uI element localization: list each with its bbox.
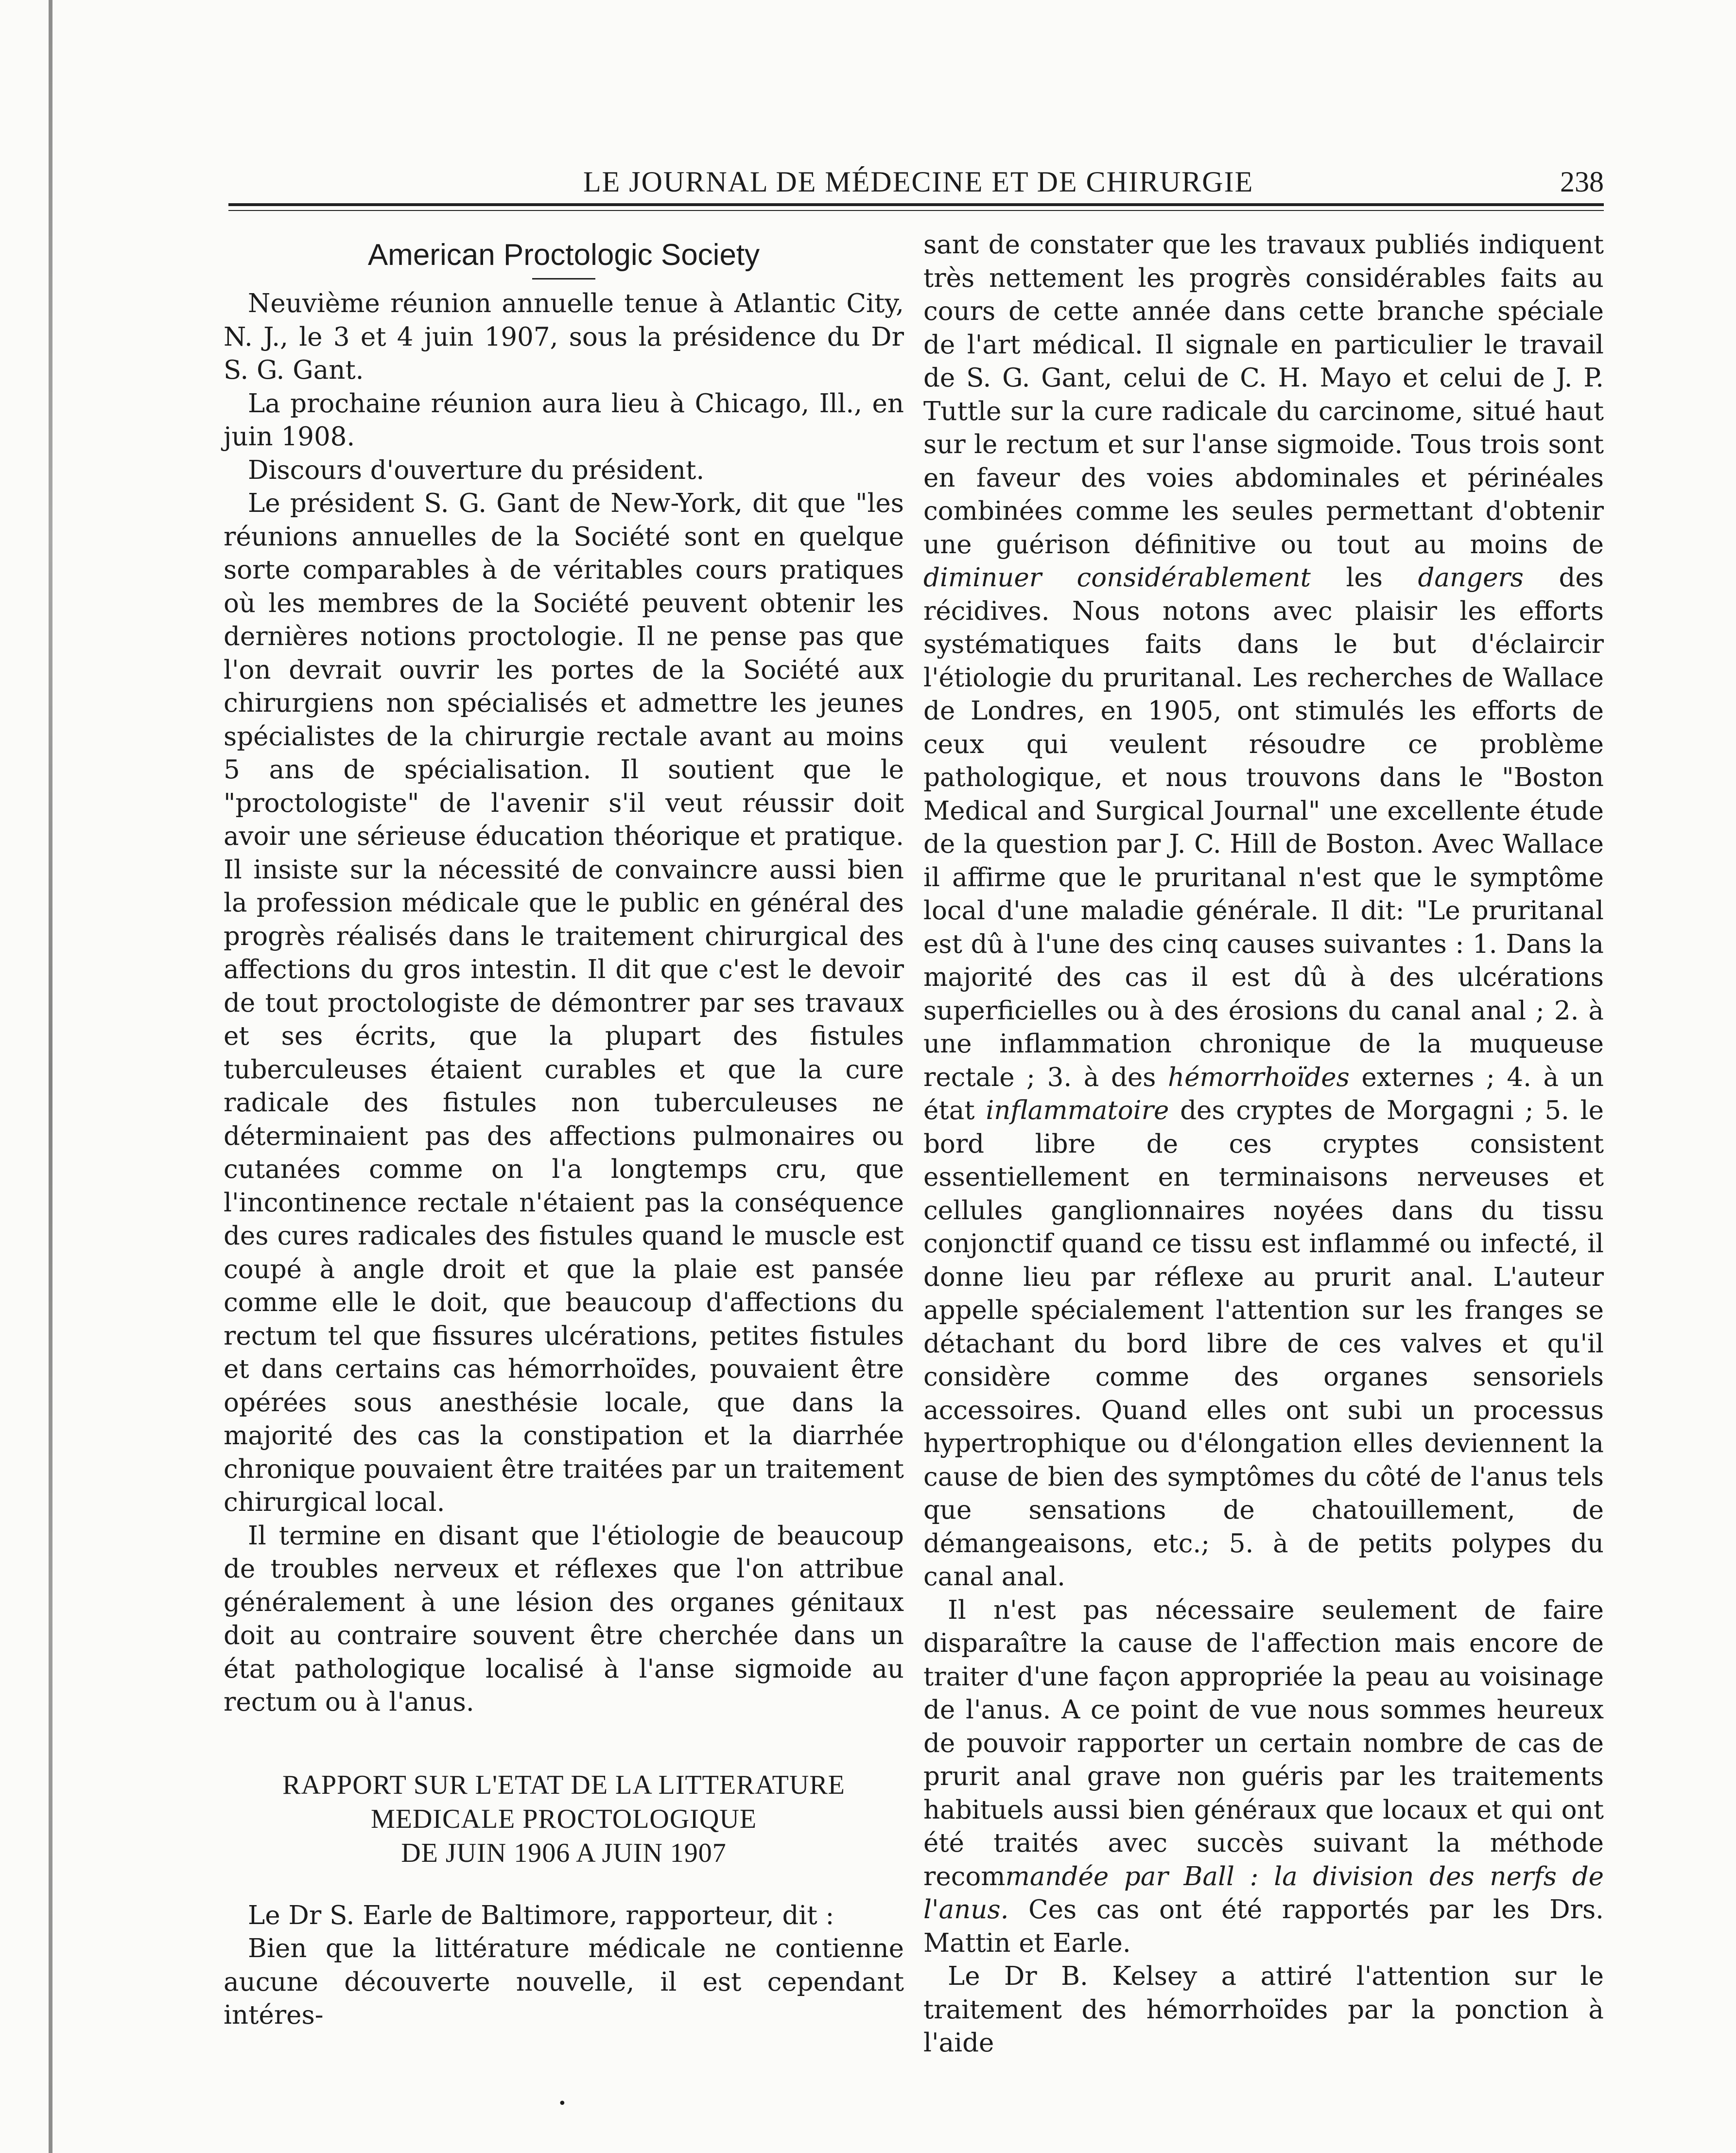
paragraph-opening-speech: Discours d'ouverture du président. xyxy=(248,455,705,485)
paragraph-treatment xyxy=(923,1594,1604,1960)
text-run: sant de constater que les travaux publiés indiquent très nettement les progrès considérables faits au cours de cette année dans cette branche spéciale de l'art médical. Il signale en particulier le travail de S. G. Gant, celui de C. H. Mayo et celui de J. P. Tuttle sur la cure radicale du carcinome, situé haut sur le rectum et sur l'anse sigmoide. Tous trois sont en faveur des voies abdominales et périnéales combinées comme les seules permettant d'obtenir une guérison définitive ou tout au moins de xyxy=(923,230,1604,560)
header-rule-thick xyxy=(228,203,1604,206)
binding-edge xyxy=(49,0,52,2153)
right-column xyxy=(923,228,1604,2060)
running-title: LE JOURNAL DE MÉDECINE ET DE CHIRURGIE xyxy=(583,166,1254,198)
paragraph-report-intro: Le Dr S. Earle de Baltimore, rapporteur, dit : xyxy=(248,1900,834,1930)
italic-run: mandée par Ball : la division des nerfs de l'anus. xyxy=(923,1861,1604,1925)
italic-run: inflammatoire xyxy=(986,1096,1169,1125)
page-number: 238 xyxy=(1560,166,1604,198)
paragraph-literature-review xyxy=(923,228,1604,1594)
header-rule-thin xyxy=(228,210,1604,211)
section-title: American Proctologic Society xyxy=(367,238,760,272)
report-heading-line: RAPPORT SUR L'ETAT DE LA LITTERATURE xyxy=(282,1769,845,1800)
text-run: Ces cas ont été rapportés par les Drs. Mattin et Earle. xyxy=(923,1895,1604,1958)
text-run: les xyxy=(1310,563,1418,593)
report-heading-line: DE JUIN 1906 A JUIN 1907 xyxy=(401,1838,727,1868)
report-heading-line: MEDICALE PROCTOLOGIQUE xyxy=(370,1803,757,1834)
text-run: externes ; 4. à un état xyxy=(923,1062,1604,1125)
italic-run: hémorrhoïdes xyxy=(1168,1062,1350,1092)
paragraph-next-meeting: La prochaine réunion aura lieu à Chicago, Ill., en juin 1908. xyxy=(224,388,904,452)
report-heading xyxy=(224,1768,904,1870)
paragraph-kelsey: Le Dr B. Kelsey a attiré l'attention sur le traitement des hémorrhoïdes par la ponction à l'aide xyxy=(923,1961,1604,2058)
left-column xyxy=(224,228,904,2032)
paragraph-report-text: Bien que la littérature médicale ne contienne aucune découverte nouvelle, il est cependant intéres- xyxy=(224,1934,904,2030)
text-run: des récidives. Nous notons avec plaisir les efforts systématiques faits dans le but d'éclaircir l'étiologie du pruritanal. Les recherches de Wallace de Londres, en 1905, ont stimulés les efforts de ceux qui veulent résoudre ce problème pathologique, et nous trouvons dans le "Boston Medical and Surgical Journal" une excellente étude de la question par J. C. Hill de Boston. Avec Wallace il affirme que le pruritanal n'est que le symptôme local d'une maladie générale. Il dit: "Le pruritanal est dû à l'une des cinq causes suivantes : 1. Dans la majorité des cas il est dû à des ulcérations superficielles ou à des érosions du canal anal ; 2. à une inflammation chronique de la muqueuse rectale ; 3. à des xyxy=(923,563,1604,1092)
paragraph-conclusion: Il termine en disant que l'étiologie de beaucoup de troubles nerveux et réflexes que l'on attribue généralement à une lésion des organes génitaux doit au contraire souvent être cherchée dans un état pathologique localisé à l'anse sigmoide au rectum ou à l'anus. xyxy=(224,1521,904,1717)
paragraph-president-speech: Le président S. G. Gant de New-York, dit que "les réunions annuelles de la Société sont en quelque sorte comparables à de véritables cours pratiques où les membres de la Société peuvent obtenir les dernières notions proctologie. Il ne pense pas que l'on devrait ouvrir les portes de la Société aux chirurgiens non spécialisés et admettre les jeunes spécialistes de la chirurgie rectale avant au moins 5 ans de spécialisation. Il soutient que le "proctologiste" de l'avenir s'il veut réussir doit avoir une sérieuse éducation théorique et pratique. Il insiste sur la nécessité de convaincre aussi bien la profession médicale que le public en général des progrès réalisés dans le traitement chirurgical des affections du gros intestin. Il dit que c'est le devoir de tout proctologiste de démontrer par ses travaux et ses écrits, que la plupart des fistules tuberculeuses étaient curables et que la cure radicale des fistules non tuberculeuses ne déterminaient pas des affections pulmonaires ou cutanées comme on l'a longtemps cru, que l'incontinence rectale n'étaient pas la conséquence des cures radicales des fistules quand le muscle est coupé à angle droit et que la plaie est pansée comme elle le doit, que beaucoup d'affections du rectum tel que fissures ulcérations, petites fistules et dans certains cas hémorrhoïdes, pouvaient être opérées sous anesthésie locale, que dans la majorité des cas la constipation et la diarrhée chronique pouvaient être traitées par un traitement chirurgical local. xyxy=(224,489,904,1517)
footer-mark: • xyxy=(558,2095,567,2112)
paragraph-meeting: Neuvième réunion annuelle tenue à Atlantic City, N. J., le 3 et 4 juin 1907, sous la présidence du Dr S. G. Gant. xyxy=(224,289,904,385)
italic-run: dangers xyxy=(1418,563,1524,593)
text-run: Il n'est pas nécessaire seulement de faire disparaître la cause de l'affection mais encore de traiter d'une façon appropriée la peau au voisinage de l'anus. A ce point de vue nous sommes heureux de pouvoir rapporter un certain nombre de cas de prurit anal grave non guéris par les traitements habituels aussi bien généraux que locaux et qui ont été traités avec succès suivant la méthode recom xyxy=(923,1595,1604,1891)
title-rule xyxy=(532,278,595,280)
text-run: des cryptes de Morgagni ; 5. le bord libre de ces cryptes consistent essentiellement en terminaisons nerveuses et cellules ganglionnaires noyées dans du tissu conjonctif quand ce tissu est inflammé ou infecté, il donne lieu par réflexe au prurit anal. L'auteur appelle spécialement l'attention sur les franges se détachant du bord libre de ces valves et qu'il considère comme des organes sensoriels accessoires. Quand elles ont subi un processus hypertrophique ou d'élongation elles deviennent la cause de bien des symptômes du côté de l'anus tels que sensations de chatouillement, de démangeaisons, etc.; 5. à de petits polypes du canal anal. xyxy=(923,1096,1604,1592)
italic-run: diminuer considérablement xyxy=(923,563,1311,593)
